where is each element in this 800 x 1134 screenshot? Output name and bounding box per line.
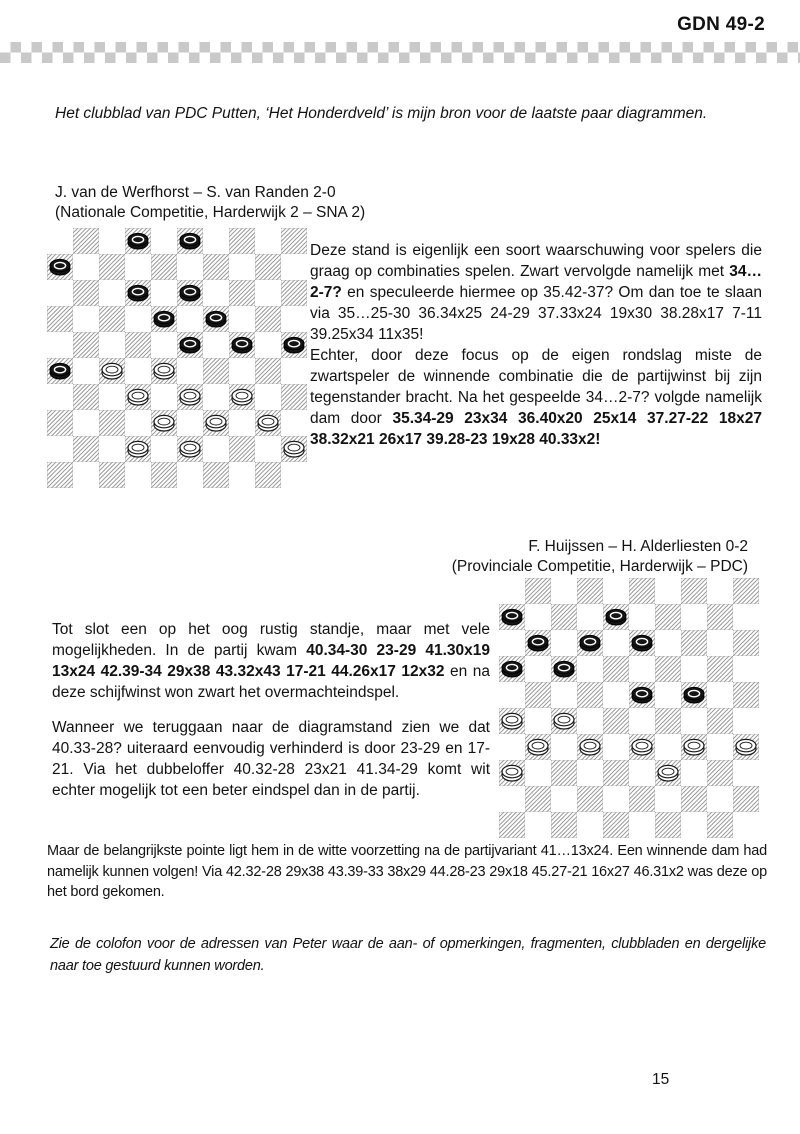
board-square [73,358,99,384]
board-square [203,436,229,462]
game2-paragraph-1 [52,619,490,703]
game1-title: J. van de Werfhorst – S. van Randen 2-0 [55,184,336,201]
board-square [229,436,255,462]
board-square [551,578,577,604]
white-man-piece [681,734,707,760]
black-man-piece [499,604,525,630]
board-square [255,358,281,384]
intro-paragraph: Het clubblad van PDC Putten, ‘Het Honderdveld’ is mijn bron voor de laatste paar diagrammen. [55,105,708,122]
board-square [203,254,229,280]
white-man-piece [281,436,307,462]
board-square [73,332,99,358]
board-square [73,384,99,410]
board-square [525,786,551,812]
board-square [99,462,125,488]
board-square [577,786,603,812]
board-square [525,682,551,708]
black-man-piece [525,630,551,656]
board-square [47,306,73,332]
board-square [125,332,151,358]
board-square [177,254,203,280]
board-square [733,786,759,812]
board-square [577,682,603,708]
board-square [707,708,733,734]
board-square [177,410,203,436]
white-man-piece [629,734,655,760]
board-square [707,656,733,682]
black-man-piece [125,280,151,306]
board-square [551,604,577,630]
text-run: en na deze schijfwinst won zwart het overmachteindspel. [52,663,490,701]
white-man-piece [177,384,203,410]
board-square [577,656,603,682]
board-square [733,630,759,656]
white-man-piece [733,734,759,760]
board-square [681,812,707,838]
game2-title: F. Huijssen – H. Alderliesten 0-2 [528,538,748,555]
board-square [681,578,707,604]
board-square [655,786,681,812]
board-square [151,254,177,280]
board-square [707,786,733,812]
game1-commentary [310,240,762,450]
board-square [255,436,281,462]
board-square [47,228,73,254]
white-man-piece [151,410,177,436]
board-square [707,578,733,604]
bold-moves: 34…2-7? [310,263,762,301]
white-man-piece [177,436,203,462]
board-square [629,604,655,630]
board-square [99,228,125,254]
board-square [151,332,177,358]
board-square [681,656,707,682]
board-square [125,306,151,332]
board-square [203,462,229,488]
board-square [499,578,525,604]
board-square [203,358,229,384]
board-square [47,436,73,462]
black-man-piece [151,306,177,332]
board-square [281,358,307,384]
board-square [47,332,73,358]
game1-paragraph-2 [310,345,762,450]
bold-moves: 40.34-30 23-29 41.30x19 13x24 42.39-34 29x38 43.32x43 17-21 44.26x17 12x32 [52,642,490,680]
board-square [629,786,655,812]
board-square [733,760,759,786]
game2-paragraph-2: Wanneer we teruggaan naar de diagramstand zien we dat 40.33-28? uiteraard eenvoudig verhinderd is door 23-29 en 17-21. Via het dubbeloffer 40.32-28 23x21 41.34-29 komt wit echter mogelijk tot een beter eindspel dan in de partij. [52,719,490,799]
game1-heading [55,183,365,222]
game1-subtitle: (Nationale Competitie, Harderwijk 2 – SNA 2) [55,203,366,221]
board-square [47,462,73,488]
board-square [47,410,73,436]
board-square [177,306,203,332]
board-square [99,436,125,462]
white-man-piece [499,760,525,786]
board-square [733,682,759,708]
board-square [125,410,151,436]
board-square [255,254,281,280]
board-square [655,578,681,604]
text-run: en speculeerde hiermee op 35.42-37? Om dan toe te slaan via 35…25-30 36.34x25 24-29 37.33x24 19x30 38.28x17 7-11 39.25x34 11x35! [310,284,762,343]
board-square [603,708,629,734]
issue-label: GDN 49-2 [677,14,765,35]
board-square [73,410,99,436]
board-square [629,578,655,604]
black-man-piece [499,656,525,682]
board-square [281,306,307,332]
closing-note: Zie de colofon voor de adressen van Peter waar de aan- of opmerkingen, fragmenten, clubbladen en dergelijke naar toe gestuurd kunnen worden. [50,936,766,974]
white-man-piece [577,734,603,760]
board-square [707,760,733,786]
game2-draughts-board [499,578,759,838]
board-square [577,812,603,838]
board-square [551,812,577,838]
board-square [47,280,73,306]
board-square [681,786,707,812]
board-square [577,604,603,630]
board-square [655,682,681,708]
board-square [551,630,577,656]
board-square [551,786,577,812]
board-square [255,228,281,254]
black-man-piece [203,306,229,332]
board-square [733,578,759,604]
white-man-piece [655,760,681,786]
board-square [203,228,229,254]
white-man-piece [99,358,125,384]
black-man-piece [47,358,73,384]
black-man-piece [47,254,73,280]
white-man-piece [203,410,229,436]
board-square [73,436,99,462]
board-square [629,812,655,838]
board-square [681,604,707,630]
game2-subtitle: (Provinciale Competitie, Harderwijk – PDC) [451,557,748,575]
black-man-piece [551,656,577,682]
board-square [125,254,151,280]
board-square [499,812,525,838]
board-square [255,332,281,358]
board-square [73,280,99,306]
board-square [603,786,629,812]
board-square [125,358,151,384]
board-square [229,410,255,436]
black-man-piece [177,332,203,358]
text-run: Tot slot een op het oog rustig standje, maar met vele mogelijkheden. In de partij kwam [52,621,490,659]
board-square [707,604,733,630]
board-square [681,708,707,734]
board-square [707,682,733,708]
board-square [229,228,255,254]
board-square [603,760,629,786]
board-square [681,630,707,656]
board-square [99,332,125,358]
board-square [551,760,577,786]
board-square [629,656,655,682]
bold-moves: 35.34-29 23x34 36.40x20 25x14 37.27-22 18x27 38.32x21 26x17 39.28-23 19x28 40.33x2! [310,410,762,448]
board-square [177,462,203,488]
board-square [681,760,707,786]
board-square [525,604,551,630]
board-square [577,708,603,734]
board-square [99,384,125,410]
board-square [655,708,681,734]
black-man-piece [629,682,655,708]
board-square [281,384,307,410]
page-number: 15 [652,1071,670,1088]
board-square [151,462,177,488]
board-square [255,306,281,332]
white-man-piece [151,358,177,384]
board-square [203,384,229,410]
white-man-piece [499,708,525,734]
board-square [99,410,125,436]
board-square [525,760,551,786]
board-square [99,254,125,280]
board-square [603,578,629,604]
board-square [229,280,255,306]
board-square [603,812,629,838]
board-square [603,630,629,656]
board-square [499,630,525,656]
board-square [655,812,681,838]
black-man-piece [177,228,203,254]
board-square [655,734,681,760]
game1-paragraph-1 [310,240,762,345]
board-square [603,734,629,760]
board-square [733,708,759,734]
board-square [499,682,525,708]
board-square [125,462,151,488]
game2-paragraph-3: Maar de belangrijkste pointe ligt hem in de witte voorzetting na de partijvariant 41…13x24. Een winnende dam had namelijk kunnen volgen! Via 42.32-28 29x38 43.39-33 38x29 44.28-23 29x18 45.27-21 16x27 46.31x2 was deze op het bord gekomen. [47,843,767,900]
board-square [733,812,759,838]
black-man-piece [603,604,629,630]
black-man-piece [629,630,655,656]
board-square [551,734,577,760]
checkered-divider [0,42,800,63]
board-square [255,462,281,488]
black-man-piece [125,228,151,254]
board-square [655,604,681,630]
board-square [551,682,577,708]
board-square [229,306,255,332]
white-man-piece [525,734,551,760]
board-square [99,306,125,332]
board-square [281,462,307,488]
game1-draughts-board [47,228,307,488]
board-square [99,280,125,306]
board-square [655,630,681,656]
black-man-piece [229,332,255,358]
white-man-piece [255,410,281,436]
board-square [525,656,551,682]
board-square [73,228,99,254]
board-square [281,410,307,436]
white-man-piece [229,384,255,410]
board-square [577,578,603,604]
board-square [733,604,759,630]
board-square [733,656,759,682]
board-square [707,630,733,656]
white-man-piece [551,708,577,734]
white-man-piece [125,436,151,462]
board-square [255,280,281,306]
board-square [229,462,255,488]
board-square [177,358,203,384]
black-man-piece [177,280,203,306]
board-square [499,786,525,812]
game2-commentary [52,619,490,801]
board-square [629,760,655,786]
black-man-piece [577,630,603,656]
white-man-piece [125,384,151,410]
board-square [255,384,281,410]
board-square [73,254,99,280]
black-man-piece [681,682,707,708]
board-square [707,812,733,838]
board-square [629,708,655,734]
board-square [281,254,307,280]
board-square [229,358,255,384]
board-square [577,760,603,786]
board-square [203,332,229,358]
board-square [525,578,551,604]
board-square [655,656,681,682]
board-square [525,708,551,734]
board-square [151,384,177,410]
board-square [499,734,525,760]
board-square [151,280,177,306]
board-square [281,228,307,254]
board-square [281,280,307,306]
board-square [151,436,177,462]
board-square [603,656,629,682]
board-square [707,734,733,760]
text-run: Deze stand is eigenlijk een soort waarschuwing voor spelers die graag op combinaties spelen. Zwart vervolgde namelijk met [310,242,762,280]
board-square [47,384,73,410]
black-man-piece [281,332,307,358]
game2-heading [452,537,748,576]
board-square [603,682,629,708]
board-square [203,280,229,306]
board-square [229,254,255,280]
board-square [525,812,551,838]
board-square [151,228,177,254]
text-run: Echter, door deze focus op de eigen rondslag miste de zwartspeler de winnende combinatie die de partijwinst bij zijn tegenstander bracht. Na het gespeelde 34…2-7? volgde namelijk dam door [310,347,762,427]
board-square [73,306,99,332]
board-square [73,462,99,488]
